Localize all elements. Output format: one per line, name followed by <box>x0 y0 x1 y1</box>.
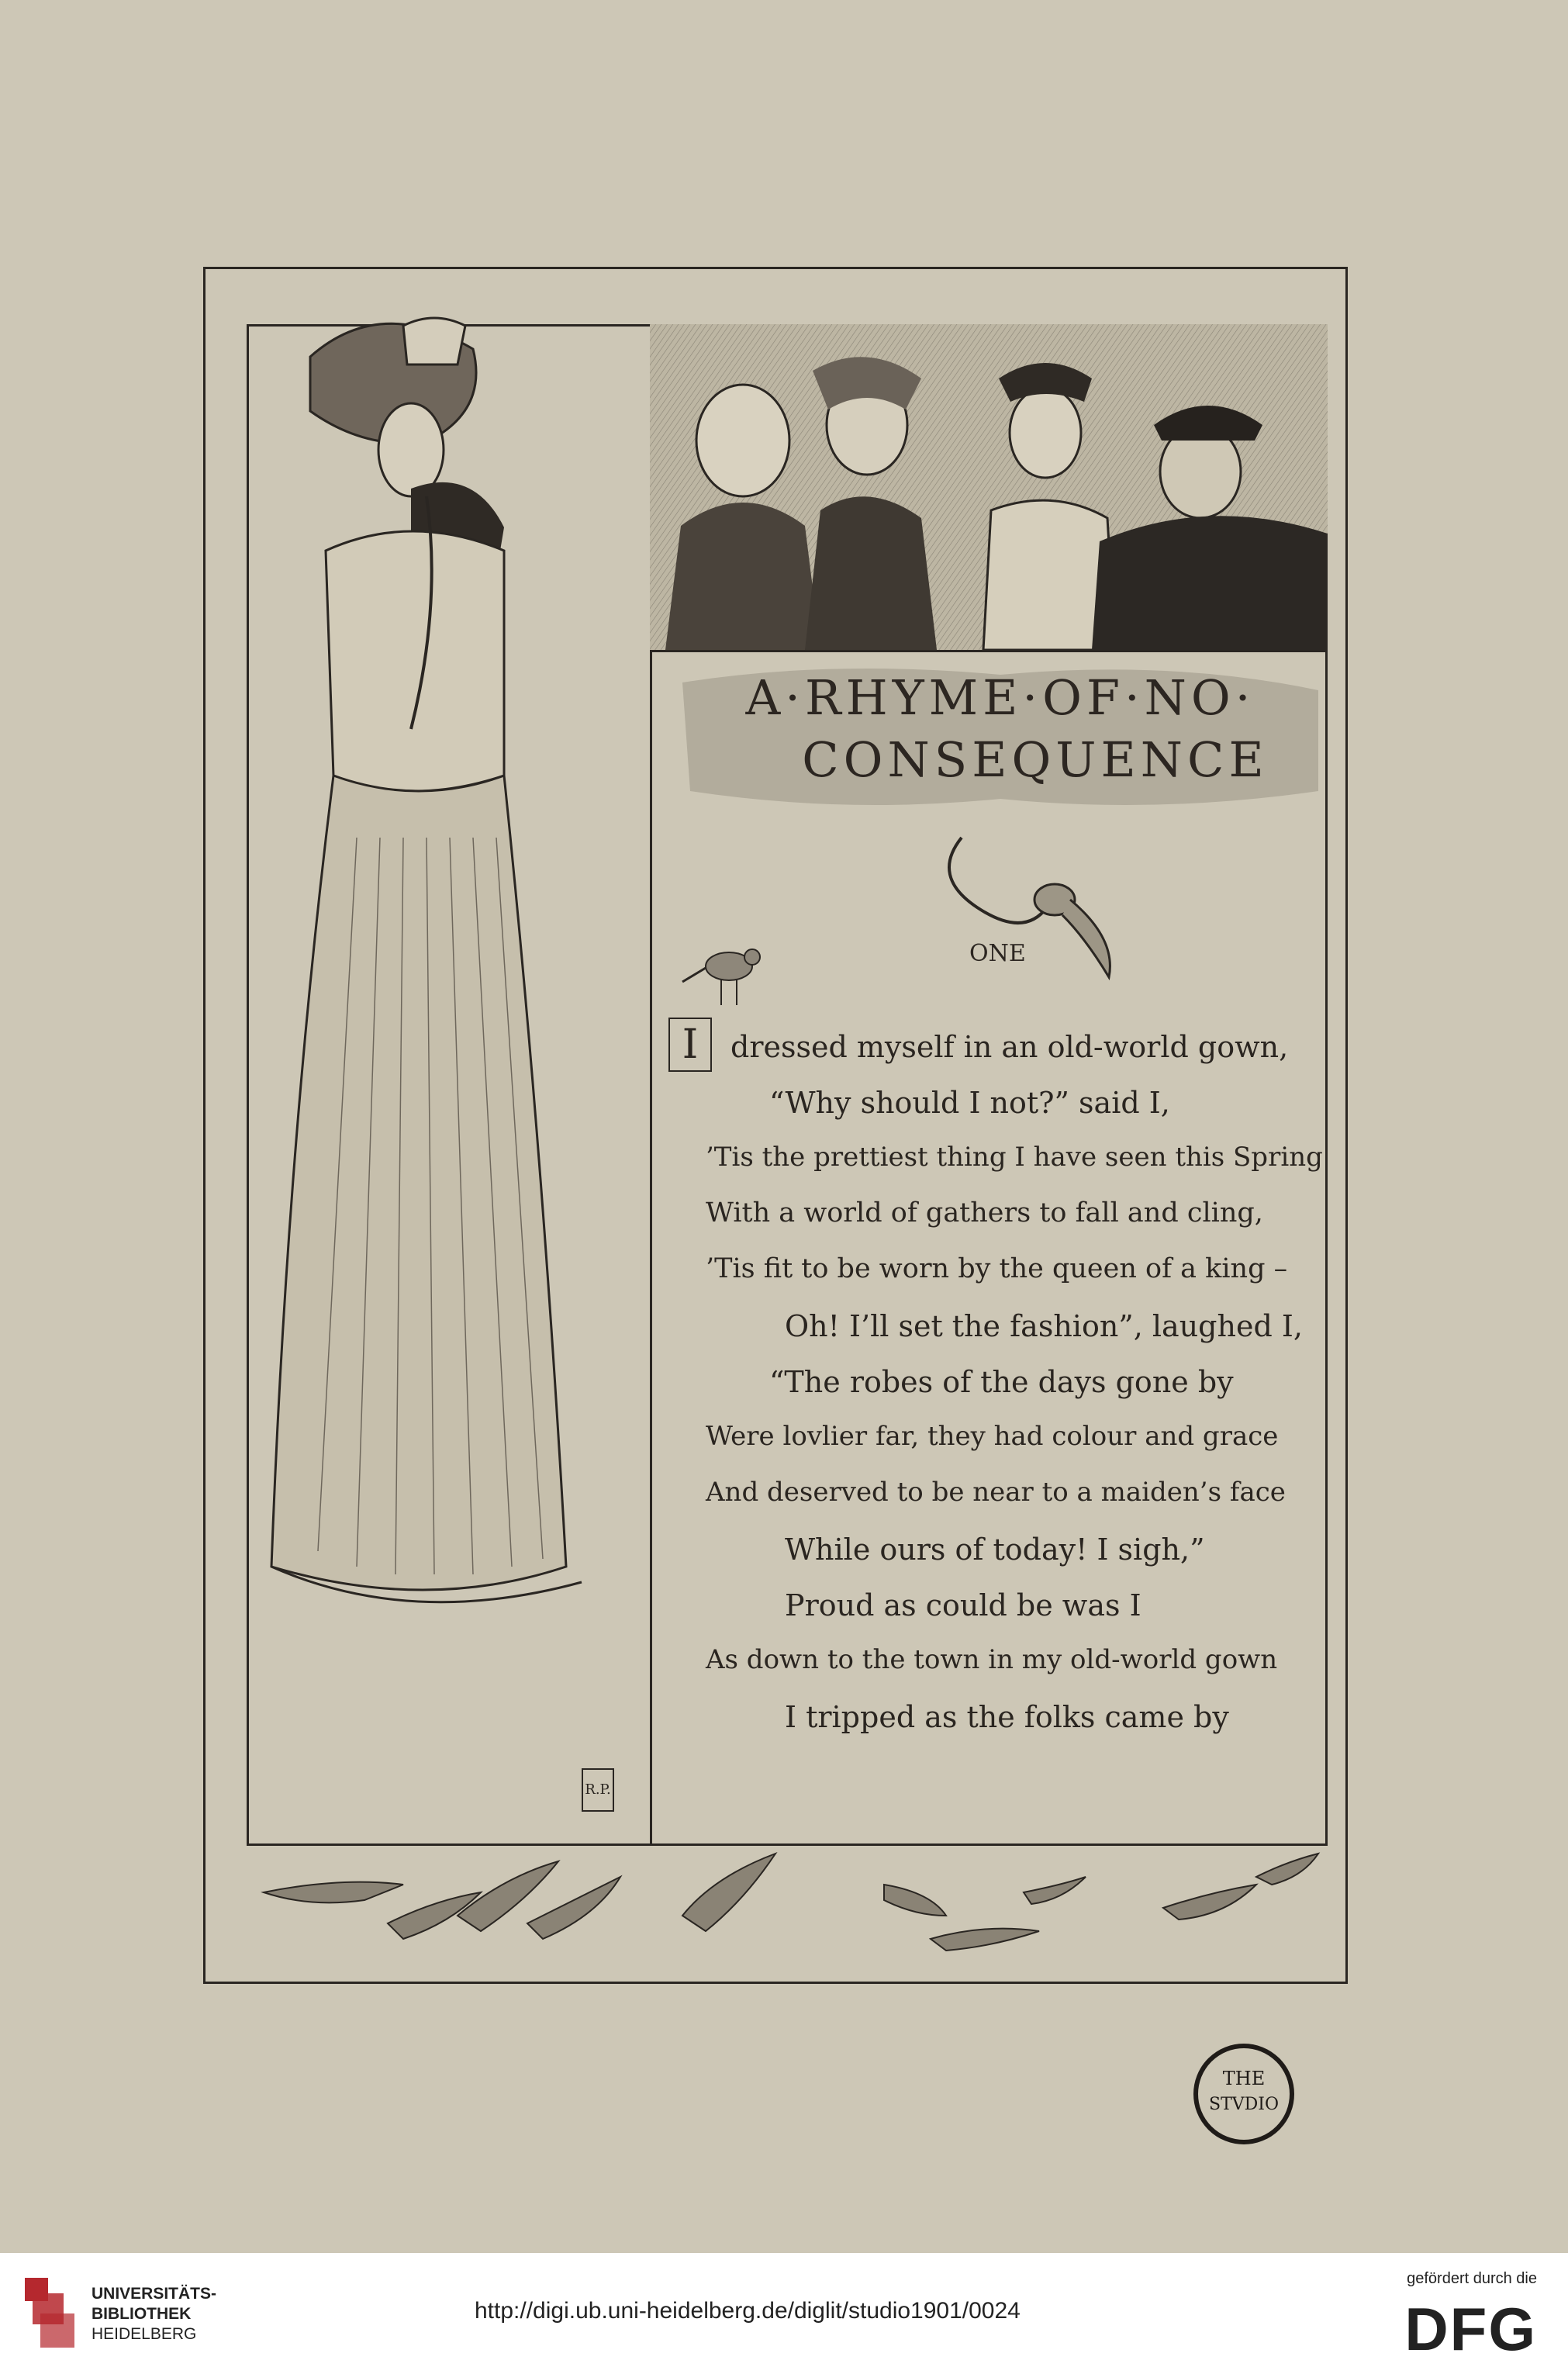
poem-line: ’Tis the prettiest thing I have seen this Spring <box>706 1142 1323 1173</box>
library-line-1: UNIVERSITÄTS- <box>92 2285 217 2303</box>
svg-text:STVDIO: STVDIO <box>1209 2095 1279 2114</box>
funding-caption: gefördert durch die <box>1407 2270 1537 2287</box>
poem-line: While ours of today! I sigh,” <box>785 1533 1205 1567</box>
poem-line: Oh! I’ll set the fashion”, laughed I, <box>785 1309 1303 1343</box>
source-url-link[interactable]: http://digi.ub.uni-heidelberg.de/diglit/studio1901/0024 <box>475 2298 1021 2324</box>
section-number: ONE <box>969 940 1026 967</box>
library-line-3: HEIDELBERG <box>92 2325 197 2343</box>
poem-line: ’Tis fit to be worn by the queen of a king – <box>706 1253 1288 1284</box>
title-line-1: A·RHYME·OF·NO· <box>745 669 1255 726</box>
poem-line: Were lovlier far, they had colour and grace <box>706 1421 1279 1452</box>
poem-line: With a world of gathers to fall and cling, <box>706 1197 1263 1228</box>
drop-cap: I <box>668 1018 712 1072</box>
perched-bird-icon <box>675 935 775 1013</box>
footer-bar <box>0 2253 1568 2367</box>
poem-title <box>682 667 1318 791</box>
poem-line: “Why should I not?” said I, <box>769 1086 1170 1120</box>
poem-line: “The robes of the days gone by <box>769 1365 1234 1399</box>
svg-text:THE: THE <box>1222 2068 1266 2089</box>
poem-line: dressed myself in an old-world gown, <box>730 1030 1289 1064</box>
swallows-frieze <box>248 1846 1349 1978</box>
poem-line: I tripped as the folks came by <box>785 1700 1229 1734</box>
library-name <box>92 2284 216 2345</box>
poem-line: As down to the town in my old-world gown <box>706 1644 1278 1675</box>
poem-line: Proud as could be was I <box>785 1588 1141 1622</box>
dfg-logo: DFG <box>1404 2295 1537 2363</box>
wading-bird-icon <box>931 822 1132 985</box>
library-line-2: BIBLIOTHEK <box>92 2305 192 2323</box>
studio-seal-logo <box>1190 2040 1298 2148</box>
poem-line: And deserved to be near to a maiden’s face <box>706 1477 1286 1508</box>
artist-monogram: R.P. <box>582 1768 614 1812</box>
woman-in-gown-illustration <box>178 295 651 1629</box>
university-library-logo <box>17 2270 82 2352</box>
title-line-2: CONSEQUENCE <box>802 731 1269 788</box>
